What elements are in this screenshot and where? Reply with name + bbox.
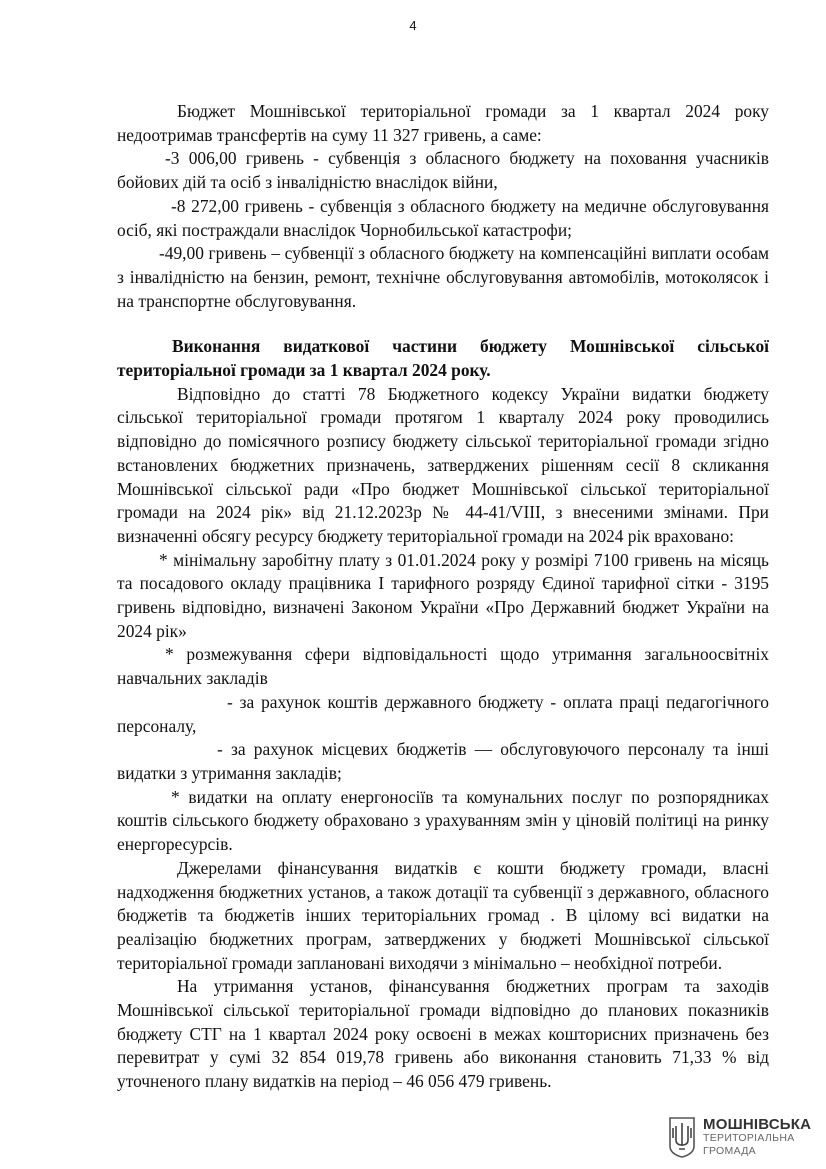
paragraph-budget-code: Відповідно до статті 78 Бюджетного кодексу України видатки бюджету сільської територіальної громади протягом 1 кварталу 2024 року проводились відповідно до помісячного розпису бюджету сільської територіальної громади згідно встановлених бюджетних призначень, затверджених рішенням сесії 8 скликання Мошнівської сільської ради «Про бюджет Мошнівської сільської територіальної громади на 2024 рік» від 21.12.2023р № 44-41/VIII, з внесеними змінами. При визначенні обсягу ресурсу бюджету територіальної громади на 2024 рік враховано: [117,383,769,546]
paragraph-transfers-intro: Бюджет Мошнівської територіальної громади за 1 квартал 2024 року недоотримав трансфертів на суму 11 327 гривень, а саме: [117,101,769,145]
paragraph-subvention-chernobyl: -8 272,00 гривень - субвенція з обласного бюджету на медичне обслуговування осіб, які постраждали внаслідок Чорнобильської катастрофи; [117,195,769,240]
paragraph-state-budget: - за рахунок коштів державного бюджету - оплата праці педагогічного персоналу, [117,691,769,736]
page-number: 4 [409,18,417,33]
section-heading: Виконання видаткової частини бюджету Мошнівської сільської територіальної громади за 1 квартал 2024 року. [117,336,769,381]
paragraph-funding-sources: Джерелами фінансування видатків є кошти бюджету громади, власні надходження бюджетних установ, а також дотації та субвенції з державного, обласного бюджетів та бюджетів інших територіальних громад . В цілому всі видатки на реалізацію бюджетних програм, затверджених у бюджеті Мошнівської сільської територіальної громади заплановані виходячи з мінімально – необхідної потреби. [117,857,769,973]
paragraph-execution: На утримання установ, фінансування бюджетних програм та заходів Мошнівської сільської територіальної громади відповідно до планових показників бюджету СТГ на 1 квартал 2024 року освоєні в межах кошторисних призначень без перевитрат у сумі 32 854 019,78 гривень або виконання становить 71,33 % від уточненого плану видатків на період – 46 056 479 гривень. [117,976,769,1092]
logo-line-2: ТЕРИТОРІАЛЬНА [703,1131,795,1144]
paragraph-local-budgets: - за рахунок місцевих бюджетів — обслуговуючого персоналу та інші видатки з утримання закладів; [117,739,769,783]
logo-line-1: МОШНІВСЬКА [703,1115,812,1133]
paragraph-subvention-compensation: -49,00 гривень – субвенції з обласного бюджету на компенсаційні виплати особам з інвалідністю на бензин, ремонт, технічне обслуговування автомобілів, мотоколясок і на транспортне обслуговування. [117,243,769,311]
paragraph-subvention-burial: -3 006,00 гривень - субвенція з обласного бюджету на поховання учасників бойових дій та осіб з інвалідністю внаслідок війни, [117,148,769,193]
logo-line-3: ГРОМАДА [703,1144,756,1157]
paragraph-responsibility: * розмежування сфери відповідальності щодо утримання загальноосвітніх навчальних закладів [117,644,769,689]
paragraph-energy: * видатки на оплату енергоносіїв та комунальних послуг по розпорядниках коштів сільського бюджету обраховано з урахуванням змін у ціновій політиці на ринку енергоресурсів. [117,786,769,855]
community-logo [667,1113,812,1161]
trident-emblem-icon [667,1116,697,1158]
paragraph-minimum-wage: * мінімальну заробітну плату з 01.01.2024 року у розмірі 7100 гривень на місяць та посадового окладу працівника І тарифного розряду Єдиної тарифної сітки - 3195 гривень відповідно, визначені Законом України «Про Державний бюджет України на 2024 рік» [117,549,769,641]
document-body [117,100,769,1094]
